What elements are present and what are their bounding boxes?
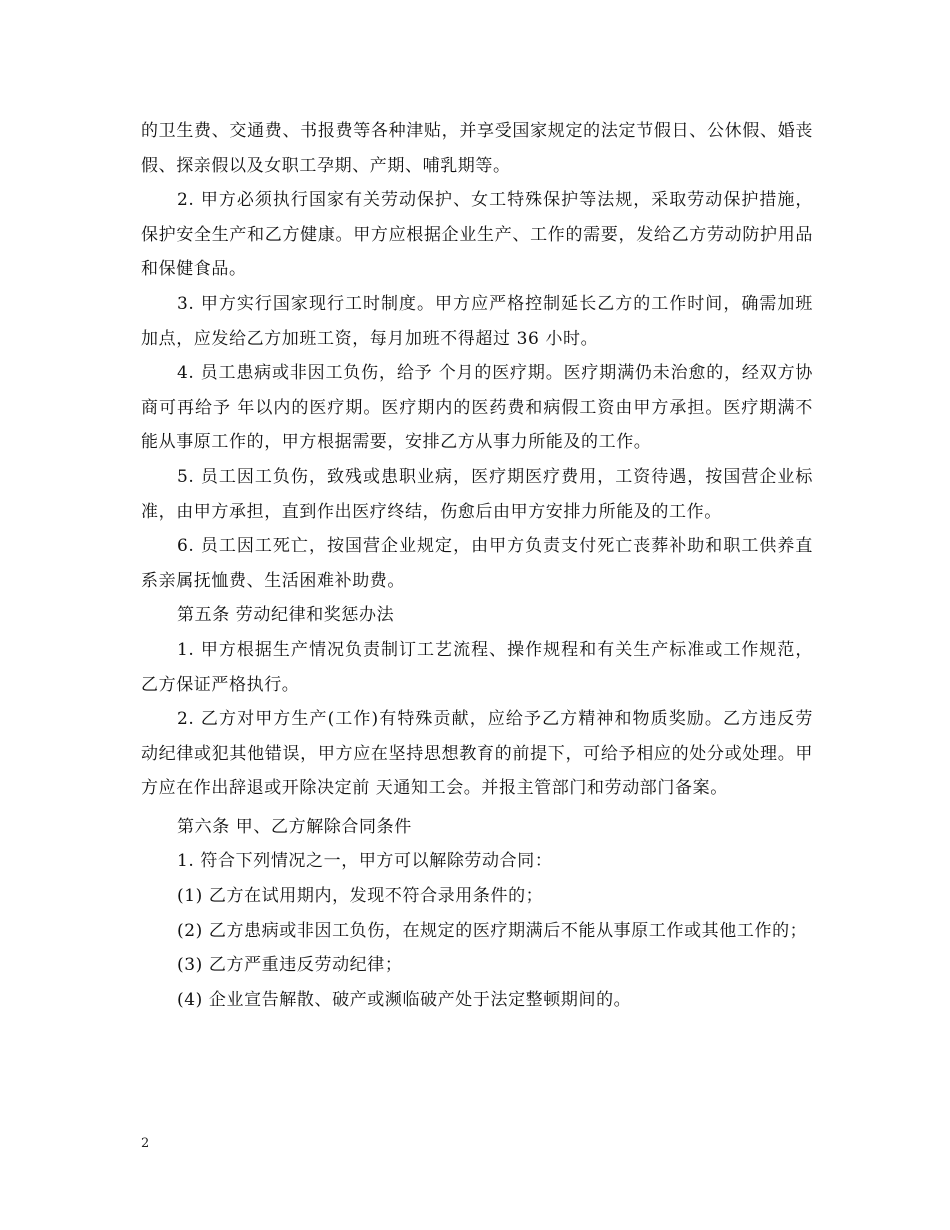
paragraph-item-3: 3. 甲方实行国家现行工时制度。甲方应严格控制延长乙方的工作时间，确需加班加点，应发给乙方加班工资，每月加班不得超过 36 小时。 (141, 293, 813, 349)
paragraph-continuation: 的卫生费、交通费、书报费等各种津贴，并享受国家规定的法定节假日、公休假、婚丧假、探亲假以及女职工孕期、产期、哺乳期等。 (141, 121, 813, 176)
paragraph-item-2: 2. 甲方必须执行国家有关劳动保护、女工特殊保护等法规，采取劳动保护措施，保护安全生产和乙方健康。甲方应根据企业生产、工作的需要，发给乙方劳动防护用品和保健食品。 (141, 190, 813, 280)
paragraph-item-6: 6. 员工因工死亡，按国营企业规定，由甲方负责支付死亡丧葬补助和职工供养直系亲属抚恤费、生活困难补助费。 (141, 536, 813, 591)
document-body (141, 114, 813, 1017)
list-item-condition-3: (3) 乙方严重违反劳动纪律； (177, 955, 403, 976)
list-item-condition-1: (1) 乙方在试用期内，发现不符合录用条件的； (177, 886, 544, 907)
paragraph-discipline-1: 1. 甲方根据生产情况负责制订工艺流程、操作规程和有关生产标准或工作规范，乙方保证严格执行。 (141, 639, 813, 695)
paragraph-discipline-2: 2. 乙方对甲方生产(工作)有特殊贡献，应给予乙方精神和物质奖励。乙方违反劳动纪律或犯其他错误，甲方应在坚持思想教育的前提下，可给予相应的处分或处理。甲方应在作出辞退或开除决定前 天通知工会。并报主管部门和劳动部门备案。 (141, 709, 813, 799)
section-heading-article-6: 第六条 甲、乙方解除合同条件 (177, 816, 412, 837)
page-number: 2 (141, 1136, 150, 1151)
paragraph-termination-1: 1. 符合下列情况之一，甲方可以解除劳动合同： (177, 851, 553, 872)
list-item-condition-2: (2) 乙方患病或非因工负伤，在规定的医疗期满后不能从事原工作或其他工作的； (177, 920, 808, 941)
section-heading-article-5: 第五条 劳动纪律和奖惩办法 (177, 605, 395, 626)
paragraph-item-5: 5. 员工因工负伤，致残或患职业病，医疗期医疗费用，工资待遇，按国营企业标准，由甲方承担，直到作出医疗终结，伤愈后由甲方安排力所能及的工作。 (141, 466, 813, 522)
list-item-condition-4: (4) 企业宣告解散、破产或濒临破产处于法定整顿期间的。 (177, 989, 632, 1010)
paragraph-item-4: 4. 员工患病或非因工负伤，给予 个月的医疗期。医疗期满仍未治愈的，经双方协商可再给予 年以内的医疗期。医疗期内的医药费和病假工资由甲方承担。医疗期满不能从事原工作的，甲方根据需要，安排乙方从事力所能及的工作。 (141, 363, 813, 453)
